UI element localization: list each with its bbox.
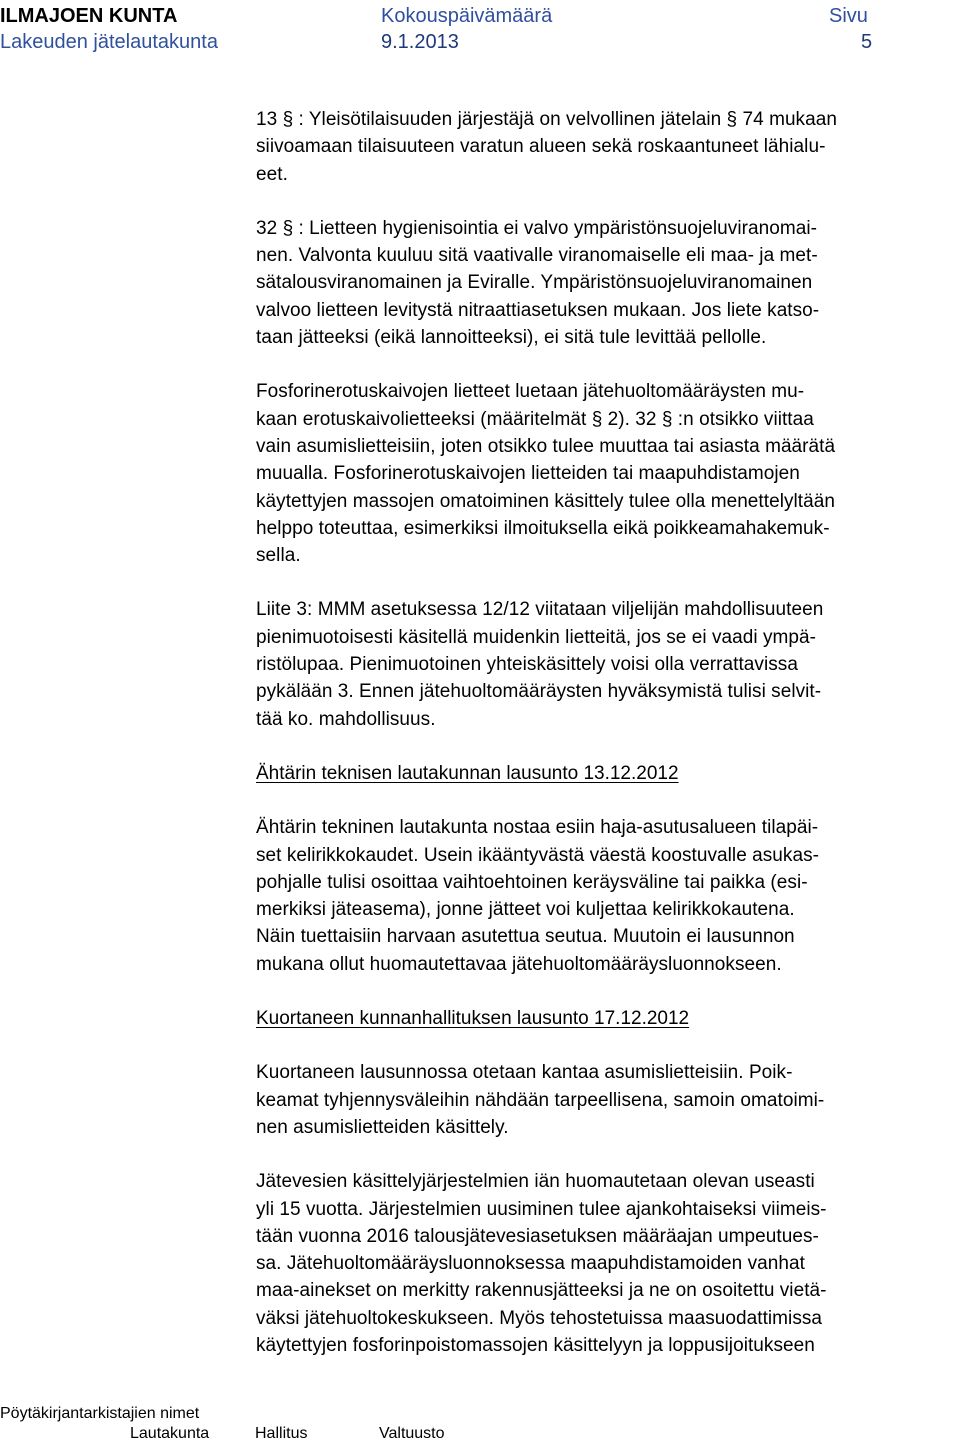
paragraph-wastewater-systems: Jätevesien käsittelyjärjestelmien iän huomautetaan olevan useasti yli 15 vuotta. Järjestelmien uusiminen tulee ajankohtaiseksi viimeis- tään vuonna 2016 talousjätevesiasetuksen määräajan umpeutues- sa. Jätehuoltomääräysluonnoksessa maapuhdistamoiden vanhat maa-ainekset on merkitty rakennusjätteeksi ja ne on osoitettu vietä- väksi jätehuoltokeskukseen. Myös tehostetuissa maasuodattimissa käytettyjen fosforinpoistomassojen käsittelyyn ja loppusijoitukseen (256, 1171, 827, 1356)
paragraph-phosphorus-wells: Fosforinerotuskaivojen lietteet luetaan jätehuoltomääräysten mu- kaan erotuskaivolietteeksi (määritelmät § 2). 32 § :n otsikko viittaa vain asumislietteisiin, joten otsikko tulee muuttaa tai asiasta määrätä muualla. Fosforinerotuskaivojen lietteiden tai maapuhdistamojen käytettyjen massojen omatoiminen käsittely tulee olla menettelyltään helppo toteuttaa, esimerkiksi ilmoituksella eikä poikkeamahakemuk- sella. (256, 381, 836, 567)
footer-hallitus: Hallitus (255, 1425, 308, 1442)
paragraph-section-32: 32 § : Lietteen hygienisointia ei valvo ympäristönsuojeluviranomai- nen. Valvonta kuuluu sitä vaativalle viranomaiselle eli maa- ja met- sätalousviranomainen ja Eviralle. Ympäristönsuojeluviranomainen valvoo lietteen levitystä nitraattiasetuksen mukaan. Jos liete katso- taan jätteeksi (eikä lannoitteeksi), ei sitä tule levittää pellolle. (256, 217, 820, 349)
page-footer (0, 1405, 960, 1442)
section-heading-kuortane: Kuortaneen kunnanhallituksen lausunto 17.12.2012 (256, 1008, 690, 1030)
paragraph-kuortane-statement: Kuortaneen lausunnossa otetaan kantaa asumislietteisiin. Poik- keamat tyhjennysväleihin nähdään tarpeellisena, samoin omatoimi- nen asumislietteiden käsittely. (256, 1062, 825, 1138)
paragraph-appendix-3: Liite 3: MMM asetuksessa 12/12 viitataan viljelijän mahdollisuuteen pienimuotoisesti käsitellä muidenkin lietteitä, jos se ei vaadi ympä- ristölupaa. Pienimuotoinen yhteiskäsittely voisi olla verrattavissa pykälään 3. Ennen jätehuoltomääräysten hyväksymistä tulisi selvit- tää ko. mahdollisuus. (256, 599, 824, 730)
section-heading-ahtari: Ähtärin teknisen lautakunnan lausunto 13.12.2012 (256, 762, 679, 784)
organization-name: ILMAJOEN KUNTA (0, 5, 178, 27)
document-body (256, 106, 946, 1359)
page-header (0, 0, 960, 56)
paragraph-section-13: 13 § : Yleisötilaisuuden järjestäjä on velvollinen jätelain § 74 mukaan siivoamaan tilaisuuteen varatun alueen sekä roskaantuneet lähialu- eet. (256, 109, 837, 185)
footer-lautakunta: Lautakunta (130, 1425, 210, 1442)
footer-valtuusto: Valtuusto (379, 1425, 445, 1442)
footer-checkers-label: Pöytäkirjantarkistajien nimet (0, 1405, 200, 1422)
page-number: 5 (861, 31, 873, 53)
page-label: Sivu (829, 5, 868, 27)
meeting-date-label: Kokouspäivämäärä (381, 5, 553, 27)
paragraph-ahtari-statement: Ähtärin tekninen lautakunta nostaa esiin haja-asutusalueen tilapäi- set kelirikkokaudet. Usein ikääntyvästä väestä koostuvalle asukas- pohjalle tulisi osoittaa vaihtoehtoinen keräysväline tai paikka (esi- merkiksi jäteasema), jonne jätteet voi kuljettaa kelirikkokautena. Näin tuettaisiin harvaan asutettua seutua. Muutoin ei lausunnon mukana ollut huomautettavaa jätehuoltomääräysluonnokseen. (256, 817, 820, 975)
committee-name: Lakeuden jätelautakunta (0, 31, 218, 53)
meeting-date: 9.1.2013 (381, 31, 459, 53)
